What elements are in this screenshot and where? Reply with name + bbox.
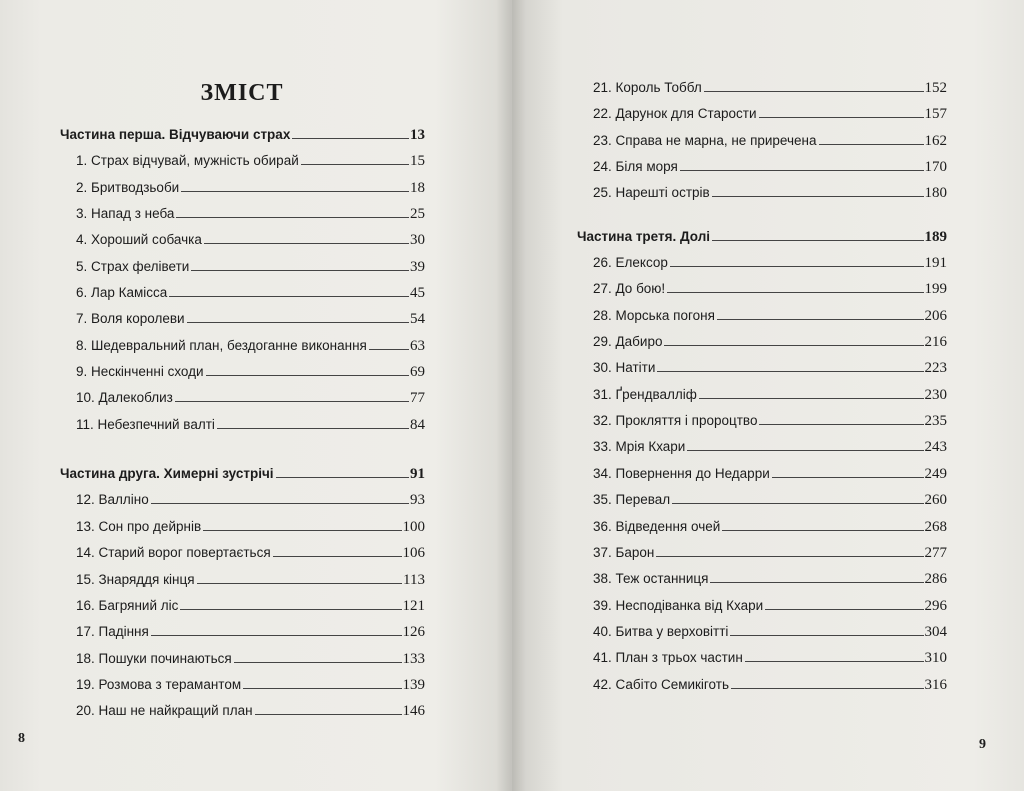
toc-chapter-entry — [577, 360, 947, 386]
toc-chapter-entry — [60, 598, 425, 624]
toc-chapter-entry — [577, 571, 947, 597]
dot-leader — [759, 117, 924, 118]
toc-chapter-entry — [577, 492, 947, 518]
toc-chapter-entry — [60, 417, 425, 443]
part2-chapter-list — [60, 492, 425, 729]
toc-entry-page: 126 — [402, 624, 425, 641]
dot-leader — [180, 609, 401, 610]
toc-entry-page: 77 — [410, 390, 425, 407]
toc-chapter-entry — [577, 650, 947, 676]
dot-leader — [169, 296, 409, 297]
page-title: ЗМІСТ — [200, 80, 284, 106]
toc-entry-page: 133 — [402, 650, 425, 667]
toc-entry-page: 13 — [410, 127, 425, 143]
toc-entry-title: 33. Мрія Кхари — [593, 439, 686, 455]
toc-entry-title: 29. Дабиро — [593, 334, 663, 350]
toc-entry-page: 30 — [410, 232, 425, 249]
toc-chapter-entry — [577, 519, 947, 545]
toc-entry-page: 180 — [924, 185, 947, 202]
dot-leader — [699, 398, 924, 399]
toc-entry-title: 4. Хороший собачка — [76, 232, 202, 248]
toc-entry-title: 40. Битва у верховітті — [593, 623, 729, 639]
toc-entry-title: 20. Наш не найкращий план — [76, 703, 253, 719]
toc-entry-title: 5. Страх фелівети — [76, 258, 190, 274]
toc-entry-page: 260 — [924, 492, 947, 509]
dot-leader — [292, 138, 409, 139]
dot-leader — [243, 688, 401, 689]
toc-entry-title: 9. Нескінченні сходи — [76, 364, 204, 380]
toc-chapter-entry — [577, 439, 947, 465]
toc-entry-page: 268 — [924, 518, 947, 535]
part1-chapter-list — [60, 153, 425, 443]
toc-entry-title: 3. Напад з неба — [76, 206, 175, 222]
toc-entry-page: 91 — [410, 466, 425, 483]
dot-leader — [819, 144, 924, 145]
toc-chapter-entry — [60, 624, 425, 650]
dot-leader — [176, 217, 409, 218]
toc-part-2 — [60, 466, 425, 492]
toc-entry-page: 223 — [924, 360, 947, 377]
toc-entry-page: 157 — [924, 106, 947, 123]
dot-leader — [203, 530, 401, 531]
toc-entry-title: 36. Відведення очей — [593, 518, 721, 534]
toc-part-3 — [577, 229, 947, 255]
toc-chapter-entry — [60, 390, 425, 416]
dot-leader — [197, 583, 403, 584]
dot-leader — [664, 345, 923, 346]
toc-chapter-entry — [577, 185, 947, 211]
toc-entry-page: 39 — [410, 258, 425, 275]
page-number-right: 9 — [979, 737, 986, 752]
dot-leader — [670, 266, 924, 267]
dot-leader — [234, 662, 402, 663]
toc-entry-page: 146 — [402, 703, 425, 720]
dot-leader — [667, 292, 923, 293]
toc-chapter-entry — [60, 285, 425, 311]
toc-chapter-entry — [577, 413, 947, 439]
toc-entry-title: 35. Перевал — [593, 492, 671, 508]
toc-entry-page: 191 — [924, 255, 947, 272]
dot-leader — [710, 582, 923, 583]
dot-leader — [680, 170, 924, 171]
toc-entry-title: 34. Повернення до Недарри — [593, 465, 770, 481]
dot-leader — [765, 609, 923, 610]
toc-entry-title: Частина перша. Відчуваючи страх — [60, 127, 291, 142]
toc-entry-page: 296 — [924, 597, 947, 614]
toc-entry-page: 139 — [402, 676, 425, 693]
toc-entry-title: 28. Морська погоня — [593, 307, 715, 323]
toc-chapter-entry — [577, 334, 947, 360]
toc-entry-page: 121 — [402, 597, 425, 614]
toc-entry-page: 54 — [410, 311, 425, 328]
toc-chapter-entry — [577, 159, 947, 185]
toc-entry-title: 7. Воля королеви — [76, 311, 185, 327]
toc-entry-page: 45 — [410, 285, 425, 302]
toc-chapter-entry — [577, 281, 947, 307]
toc-entry-page: 286 — [924, 571, 947, 588]
toc-entry-page: 235 — [924, 413, 947, 430]
toc-chapter-entry — [60, 232, 425, 258]
toc-chapter-entry — [60, 651, 425, 677]
toc-entry-page: 277 — [924, 544, 947, 561]
toc-left-column — [60, 127, 425, 730]
toc-chapter-entry — [60, 180, 425, 206]
toc-chapter-entry — [577, 466, 947, 492]
toc-entry-title: 6. Лар Камісса — [76, 285, 168, 301]
toc-entry-title: Частина друга. Химерні зустрічі — [60, 466, 274, 482]
toc-entry-title: 41. План з трьох частин — [593, 650, 743, 666]
toc-entry-title: 11. Небезпечний валті — [76, 416, 215, 432]
toc-entry-title: 19. Розмова з терамантом — [76, 676, 242, 692]
toc-entry-title: 17. Падіння — [76, 624, 149, 640]
toc-entry-title: 26. Елексор — [593, 255, 668, 271]
dot-leader — [712, 240, 923, 241]
toc-chapter-entry — [60, 677, 425, 703]
toc-chapter-entry — [577, 133, 947, 159]
dot-leader — [656, 556, 923, 557]
toc-chapter-entry — [577, 80, 947, 106]
dot-leader — [204, 243, 409, 244]
toc-entry-title: 30. Натіти — [593, 360, 656, 376]
toc-entry-page: 106 — [402, 545, 425, 562]
toc-part-1 — [60, 127, 425, 153]
toc-entry-page: 93 — [410, 492, 425, 509]
toc-chapter-entry — [60, 545, 425, 571]
toc-chapter-entry — [577, 598, 947, 624]
toc-entry-title: 8. Шедевральний план, бездоганне виконання — [76, 337, 367, 353]
dot-leader — [206, 375, 409, 376]
dot-leader — [687, 450, 923, 451]
toc-entry-page: 100 — [402, 518, 425, 535]
toc-chapter-entry — [60, 153, 425, 179]
toc-chapter-entry — [577, 545, 947, 571]
dot-leader — [672, 503, 923, 504]
toc-entry-page: 25 — [410, 206, 425, 223]
toc-entry-title: 1. Страх відчувай, мужність обирай — [76, 153, 299, 169]
toc-chapter-entry — [60, 364, 425, 390]
page-number-left: 8 — [18, 731, 25, 746]
dot-leader — [217, 428, 409, 429]
toc-entry-title: 31. Ґрендвалліф — [593, 386, 697, 402]
toc-entry-title: 16. Багряний ліс — [76, 597, 179, 613]
toc-entry-page: 170 — [924, 159, 947, 176]
toc-chapter-entry — [577, 387, 947, 413]
dot-leader — [151, 503, 409, 504]
dot-leader — [255, 714, 402, 715]
dot-leader — [772, 477, 924, 478]
toc-entry-page: 84 — [410, 416, 425, 433]
toc-entry-title: 2. Бритводзьоби — [76, 179, 180, 195]
dot-leader — [712, 196, 924, 197]
toc-chapter-entry — [577, 624, 947, 650]
toc-chapter-entry — [60, 703, 425, 729]
toc-chapter-entry — [60, 259, 425, 285]
toc-entry-page: 152 — [924, 80, 947, 96]
toc-entry-title: 13. Сон про дейрнів — [76, 518, 202, 534]
toc-entry-title: 39. Несподіванка від Кхари — [593, 597, 764, 613]
toc-entry-page: 310 — [924, 650, 947, 667]
toc-entry-page: 230 — [924, 386, 947, 403]
toc-entry-title: 27. До бою! — [593, 281, 666, 297]
toc-entry-page: 243 — [924, 439, 947, 456]
dot-leader — [273, 556, 402, 557]
toc-entry-page: 18 — [410, 179, 425, 196]
dot-leader — [369, 349, 409, 350]
toc-entry-page: 304 — [924, 623, 947, 640]
toc-entry-title: 23. Справа не марна, не приречена — [593, 132, 817, 148]
dot-leader — [191, 270, 409, 271]
toc-entry-title: Частина третя. Долі — [577, 228, 711, 244]
dot-leader — [717, 319, 924, 320]
toc-chapter-entry — [60, 206, 425, 232]
toc-chapter-entry — [577, 255, 947, 281]
toc-entry-page: 162 — [924, 132, 947, 149]
toc-entry-title: 24. Біля моря — [593, 159, 678, 175]
toc-right-column — [577, 80, 947, 703]
toc-entry-page: 113 — [403, 571, 425, 588]
toc-chapter-entry — [60, 492, 425, 518]
toc-entry-title: 21. Король Тоббл — [593, 80, 702, 95]
dot-leader — [722, 530, 923, 531]
toc-entry-title: 10. Далекоблиз — [76, 390, 173, 406]
dot-leader — [730, 635, 923, 636]
toc-entry-page: 199 — [924, 281, 947, 298]
toc-entry-title: 25. Нарешті острів — [593, 185, 710, 201]
toc-entry-page: 316 — [924, 676, 947, 693]
toc-chapter-entry — [60, 338, 425, 364]
toc-entry-title: 38. Теж останниця — [593, 571, 709, 587]
toc-entry-page: 63 — [410, 337, 425, 354]
toc-entry-title: 18. Пошуки починаються — [76, 650, 232, 666]
toc-entry-title: 37. Барон — [593, 544, 655, 560]
toc-chapter-entry — [60, 519, 425, 545]
toc-chapter-entry — [60, 311, 425, 337]
dot-leader — [731, 688, 924, 689]
dot-leader — [181, 191, 409, 192]
dot-leader — [657, 371, 923, 372]
part3-chapter-list — [577, 255, 947, 703]
toc-entry-page: 189 — [924, 228, 947, 245]
dot-leader — [151, 635, 402, 636]
toc-chapter-entry — [577, 106, 947, 132]
toc-chapter-entry — [60, 572, 425, 598]
part2-continued-list — [577, 80, 947, 212]
toc-entry-title: 12. Валліно — [76, 492, 149, 508]
dot-leader — [175, 401, 409, 402]
toc-entry-title: 15. Знаряддя кінця — [76, 571, 195, 587]
dot-leader — [301, 164, 409, 165]
toc-chapter-entry — [577, 308, 947, 334]
toc-entry-title: 42. Сабіто Семикіготь — [593, 676, 729, 692]
dot-leader — [759, 424, 923, 425]
toc-entry-page: 15 — [410, 153, 425, 170]
dot-leader — [187, 322, 409, 323]
toc-entry-page: 206 — [924, 307, 947, 324]
toc-entry-page: 249 — [924, 465, 947, 482]
dot-leader — [704, 91, 924, 92]
toc-entry-page: 69 — [410, 364, 425, 381]
toc-entry-title: 22. Дарунок для Старости — [593, 106, 757, 122]
toc-entry-title: 32. Прокляття і пророцтво — [593, 413, 758, 429]
book-gutter — [496, 0, 526, 791]
dot-leader — [276, 477, 409, 478]
toc-entry-title: 14. Старий ворог повертається — [76, 545, 271, 561]
dot-leader — [745, 661, 924, 662]
toc-chapter-entry — [577, 677, 947, 703]
toc-entry-page: 216 — [924, 334, 947, 351]
